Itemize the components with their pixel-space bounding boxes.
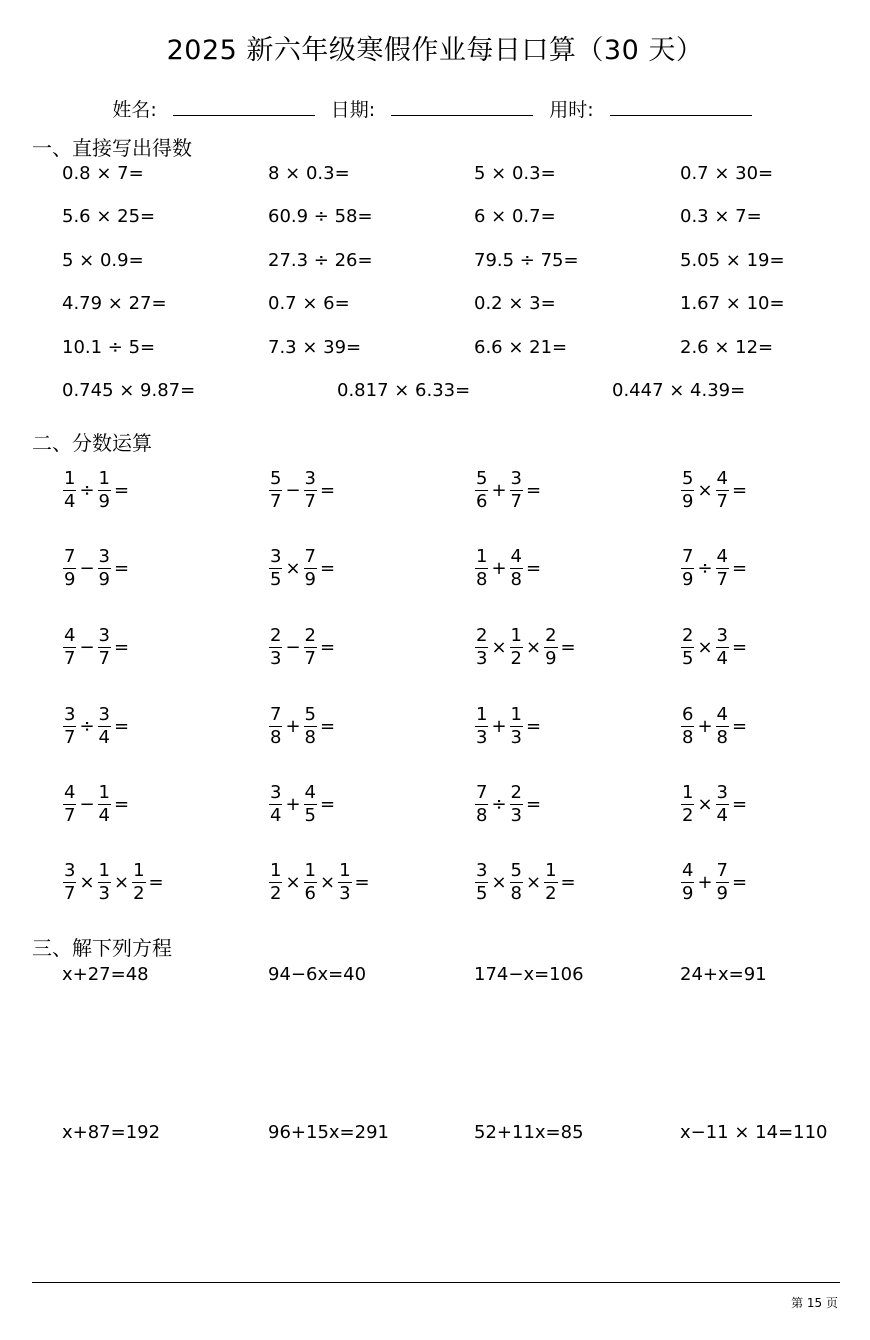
denominator: 8 (510, 569, 522, 590)
fraction (510, 548, 523, 589)
section1-item: 0.7 × 30= (680, 163, 774, 184)
operator: + (491, 558, 507, 579)
operator: ÷ (697, 558, 713, 579)
operator: − (285, 637, 301, 658)
denominator: 9 (64, 569, 76, 590)
fraction (475, 470, 488, 511)
denominator: 3 (510, 805, 522, 826)
section1-item: 0.817 × 6.33= (337, 380, 471, 401)
operator: = (732, 558, 748, 579)
section1-item: 60.9 ÷ 58= (268, 206, 373, 227)
operator: + (285, 794, 301, 815)
fraction (98, 627, 111, 668)
denominator: 4 (98, 727, 110, 748)
numerator: 2 (510, 782, 522, 803)
operator: = (526, 558, 542, 579)
date-blank[interactable] (391, 95, 533, 116)
fraction-expression (62, 862, 166, 903)
section1-item: 7.3 × 39= (268, 337, 362, 358)
denominator: 9 (682, 883, 694, 904)
section3-title: 三、解下列方程 (32, 936, 172, 960)
section1-item: 1.67 × 10= (680, 293, 785, 314)
denominator: 2 (133, 883, 145, 904)
fraction (544, 862, 557, 903)
numerator: 5 (476, 468, 488, 489)
operator: × (320, 872, 336, 893)
section2-title: 二、分数运算 (32, 431, 152, 455)
numerator: 3 (98, 704, 110, 725)
fraction (98, 470, 111, 511)
fraction (681, 706, 694, 747)
operator: + (491, 716, 507, 737)
fraction-expression (62, 470, 131, 511)
numerator: 4 (304, 782, 316, 803)
equation-item: 94−6x=40 (268, 964, 367, 985)
numerator: 2 (476, 625, 488, 646)
fraction-expression (268, 706, 337, 747)
section1-item: 0.2 × 3= (474, 293, 556, 314)
denominator: 2 (682, 805, 694, 826)
denominator: 6 (304, 883, 316, 904)
operator: × (526, 637, 542, 658)
numerator: 3 (716, 625, 728, 646)
section1-item: 6 × 0.7= (474, 206, 556, 227)
denominator: 9 (98, 491, 110, 512)
denominator: 7 (64, 805, 76, 826)
equation-item: x+27=48 (62, 964, 149, 985)
section1-item: 79.5 ÷ 75= (474, 250, 579, 271)
student-info-line (0, 95, 870, 122)
fraction (716, 470, 729, 511)
denominator: 5 (476, 883, 488, 904)
equation-item: 24+x=91 (680, 964, 767, 985)
fraction (98, 862, 111, 903)
section1-item: 0.8 × 7= (62, 163, 144, 184)
equation-item: x−11 × 14=110 (680, 1122, 828, 1143)
fraction-expression (680, 627, 749, 668)
fraction (269, 470, 282, 511)
denominator: 7 (270, 491, 282, 512)
denominator: 8 (476, 805, 488, 826)
fraction (510, 706, 523, 747)
fraction (304, 627, 317, 668)
fraction-expression (474, 706, 543, 747)
fraction-expression (680, 862, 749, 903)
denominator: 4 (716, 648, 728, 669)
fraction (510, 627, 523, 668)
denominator: 7 (98, 648, 110, 669)
numerator: 2 (545, 625, 557, 646)
operator: × (491, 637, 507, 658)
numerator: 6 (682, 704, 694, 725)
fraction (304, 862, 317, 903)
numerator: 7 (682, 546, 694, 567)
fraction (681, 862, 694, 903)
section1-item: 2.6 × 12= (680, 337, 774, 358)
operator: = (560, 637, 576, 658)
operator: = (560, 872, 576, 893)
operator: + (491, 480, 507, 501)
numerator: 3 (510, 468, 522, 489)
name-label: 姓名: (112, 99, 157, 121)
denominator: 7 (64, 883, 76, 904)
section1-item: 0.3 × 7= (680, 206, 762, 227)
numerator: 3 (64, 704, 76, 725)
fraction (510, 470, 523, 511)
numerator: 4 (64, 782, 76, 803)
numerator: 2 (304, 625, 316, 646)
fraction-expression (268, 784, 337, 825)
numerator: 4 (716, 704, 728, 725)
numerator: 4 (716, 468, 728, 489)
numerator: 3 (98, 546, 110, 567)
operator: + (285, 716, 301, 737)
equation-item: 96+15x=291 (268, 1122, 389, 1143)
fraction-expression (474, 548, 543, 589)
time-label: 用时: (549, 99, 594, 121)
denominator: 9 (682, 569, 694, 590)
section1-item: 6.6 × 21= (474, 337, 568, 358)
section1-item: 5 × 0.3= (474, 163, 556, 184)
operator: × (114, 872, 130, 893)
numerator: 1 (133, 860, 145, 881)
fraction (475, 784, 488, 825)
section1-item: 0.447 × 4.39= (612, 380, 746, 401)
section1-item: 0.745 × 9.87= (62, 380, 196, 401)
numerator: 3 (716, 782, 728, 803)
numerator: 4 (64, 625, 76, 646)
numerator: 3 (304, 468, 316, 489)
numerator: 3 (476, 860, 488, 881)
denominator: 3 (270, 648, 282, 669)
fraction-expression (474, 784, 543, 825)
denominator: 8 (476, 569, 488, 590)
numerator: 1 (304, 860, 316, 881)
operator: × (285, 872, 301, 893)
fraction (510, 862, 523, 903)
denominator: 7 (64, 727, 76, 748)
operator: = (526, 480, 542, 501)
operator: ÷ (79, 716, 95, 737)
page-number: 第 15 页 (791, 1296, 838, 1310)
denominator: 5 (270, 569, 282, 590)
operator: = (320, 480, 336, 501)
fraction (681, 548, 694, 589)
operator: = (114, 637, 130, 658)
operator: = (114, 480, 130, 501)
footer-divider (32, 1282, 840, 1283)
operator: = (354, 872, 370, 893)
denominator: 6 (476, 491, 488, 512)
denominator: 2 (545, 883, 557, 904)
denominator: 7 (716, 569, 728, 590)
numerator: 1 (98, 468, 110, 489)
fraction (63, 706, 76, 747)
operator: × (697, 794, 713, 815)
numerator: 7 (304, 546, 316, 567)
operator: − (79, 794, 95, 815)
numerator: 5 (304, 704, 316, 725)
numerator: 5 (510, 860, 522, 881)
time-blank[interactable] (610, 95, 752, 116)
fraction (63, 548, 76, 589)
numerator: 7 (716, 860, 728, 881)
numerator: 5 (270, 468, 282, 489)
fraction-expression (268, 548, 337, 589)
fraction-expression (268, 862, 372, 903)
denominator: 7 (510, 491, 522, 512)
section1-item: 27.3 ÷ 26= (268, 250, 373, 271)
numerator: 3 (98, 625, 110, 646)
operator: = (732, 480, 748, 501)
fraction (63, 784, 76, 825)
operator: = (526, 716, 542, 737)
fraction-expression (680, 706, 749, 747)
operator: × (285, 558, 301, 579)
fraction (304, 784, 317, 825)
fraction-expression (62, 784, 131, 825)
fraction (716, 862, 729, 903)
denominator: 9 (98, 569, 110, 590)
denominator: 3 (476, 648, 488, 669)
fraction (681, 784, 694, 825)
denominator: 8 (270, 727, 282, 748)
fraction (269, 706, 282, 747)
fraction (269, 627, 282, 668)
fraction (716, 706, 729, 747)
fraction (98, 784, 111, 825)
fraction-expression (474, 470, 543, 511)
denominator: 5 (304, 805, 316, 826)
denominator: 2 (270, 883, 282, 904)
numerator: 1 (476, 704, 488, 725)
fraction (63, 627, 76, 668)
fraction (716, 627, 729, 668)
fraction (269, 784, 282, 825)
denominator: 4 (64, 491, 76, 512)
denominator: 2 (510, 648, 522, 669)
operator: ÷ (79, 480, 95, 501)
fraction (269, 548, 282, 589)
fraction (475, 706, 488, 747)
operator: = (114, 558, 130, 579)
fraction (63, 862, 76, 903)
operator: × (697, 480, 713, 501)
equation-item: 52+11x=85 (474, 1122, 584, 1143)
fraction (98, 548, 111, 589)
denominator: 4 (716, 805, 728, 826)
denominator: 9 (716, 883, 728, 904)
denominator: 8 (682, 727, 694, 748)
denominator: 3 (476, 727, 488, 748)
numerator: 4 (716, 546, 728, 567)
numerator: 1 (270, 860, 282, 881)
denominator: 4 (270, 805, 282, 826)
section1-item: 8 × 0.3= (268, 163, 350, 184)
fraction-expression (62, 627, 131, 668)
numerator: 1 (98, 860, 110, 881)
section1-item: 0.7 × 6= (268, 293, 350, 314)
denominator: 8 (304, 727, 316, 748)
operator: × (526, 872, 542, 893)
denominator: 3 (98, 883, 110, 904)
denominator: 7 (716, 491, 728, 512)
numerator: 1 (98, 782, 110, 803)
fraction (716, 784, 729, 825)
operator: = (114, 794, 130, 815)
denominator: 9 (304, 569, 316, 590)
numerator: 1 (682, 782, 694, 803)
numerator: 7 (476, 782, 488, 803)
section1-item: 10.1 ÷ 5= (62, 337, 156, 358)
fraction-expression (474, 862, 578, 903)
numerator: 1 (510, 704, 522, 725)
operator: × (79, 872, 95, 893)
fraction (269, 862, 282, 903)
numerator: 1 (476, 546, 488, 567)
numerator: 3 (64, 860, 76, 881)
fraction (132, 862, 145, 903)
denominator: 9 (545, 648, 557, 669)
numerator: 4 (510, 546, 522, 567)
operator: = (320, 558, 336, 579)
operator: = (526, 794, 542, 815)
denominator: 5 (682, 648, 694, 669)
numerator: 5 (682, 468, 694, 489)
operator: − (285, 480, 301, 501)
fraction (475, 627, 488, 668)
fraction (98, 706, 111, 747)
operator: = (732, 716, 748, 737)
operator: = (320, 716, 336, 737)
fraction-expression (680, 470, 749, 511)
fraction (304, 706, 317, 747)
fraction (681, 627, 694, 668)
numerator: 1 (510, 625, 522, 646)
operator: = (732, 637, 748, 658)
fraction (475, 862, 488, 903)
section1-item: 5.6 × 25= (62, 206, 156, 227)
numerator: 3 (270, 546, 282, 567)
numerator: 1 (545, 860, 557, 881)
numerator: 4 (682, 860, 694, 881)
numerator: 1 (339, 860, 351, 881)
fraction-expression (268, 470, 337, 511)
denominator: 7 (304, 648, 316, 669)
fraction-expression (268, 627, 337, 668)
date-label: 日期: (330, 99, 376, 121)
fraction-expression (474, 627, 578, 668)
operator: − (79, 637, 95, 658)
page-title: 2025 新六年级寒假作业每日口算（30 天） (166, 35, 704, 66)
denominator: 9 (682, 491, 694, 512)
numerator: 2 (270, 625, 282, 646)
denominator: 3 (339, 883, 351, 904)
numerator: 3 (270, 782, 282, 803)
fraction (63, 470, 76, 511)
fraction (338, 862, 351, 903)
operator: × (697, 637, 713, 658)
denominator: 7 (64, 648, 76, 669)
equation-item: 174−x=106 (474, 964, 584, 985)
operator: = (148, 872, 164, 893)
fraction-expression (62, 706, 131, 747)
section1-item: 5 × 0.9= (62, 250, 144, 271)
fraction (510, 784, 523, 825)
section1-title: 一、直接写出得数 (32, 136, 192, 160)
denominator: 3 (510, 727, 522, 748)
denominator: 4 (98, 805, 110, 826)
equation-item: x+87=192 (62, 1122, 161, 1143)
section1-item: 5.05 × 19= (680, 250, 785, 271)
operator: = (732, 872, 748, 893)
operator: − (79, 558, 95, 579)
fraction-expression (680, 548, 749, 589)
operator: + (697, 716, 713, 737)
fraction (475, 548, 488, 589)
section1-item: 4.79 × 27= (62, 293, 167, 314)
fraction (304, 470, 317, 511)
operator: × (491, 872, 507, 893)
fraction-expression (62, 548, 131, 589)
operator: ÷ (491, 794, 507, 815)
fraction (304, 548, 317, 589)
fraction-expression (680, 784, 749, 825)
fraction (716, 548, 729, 589)
fraction (544, 627, 557, 668)
numerator: 2 (682, 625, 694, 646)
operator: = (114, 716, 130, 737)
denominator: 8 (510, 883, 522, 904)
denominator: 8 (716, 727, 728, 748)
numerator: 7 (64, 546, 76, 567)
operator: = (320, 637, 336, 658)
numerator: 7 (270, 704, 282, 725)
numerator: 1 (64, 468, 76, 489)
operator: = (320, 794, 336, 815)
operator: + (697, 872, 713, 893)
fraction (681, 470, 694, 511)
name-blank[interactable] (173, 95, 315, 116)
operator: = (732, 794, 748, 815)
denominator: 7 (304, 491, 316, 512)
